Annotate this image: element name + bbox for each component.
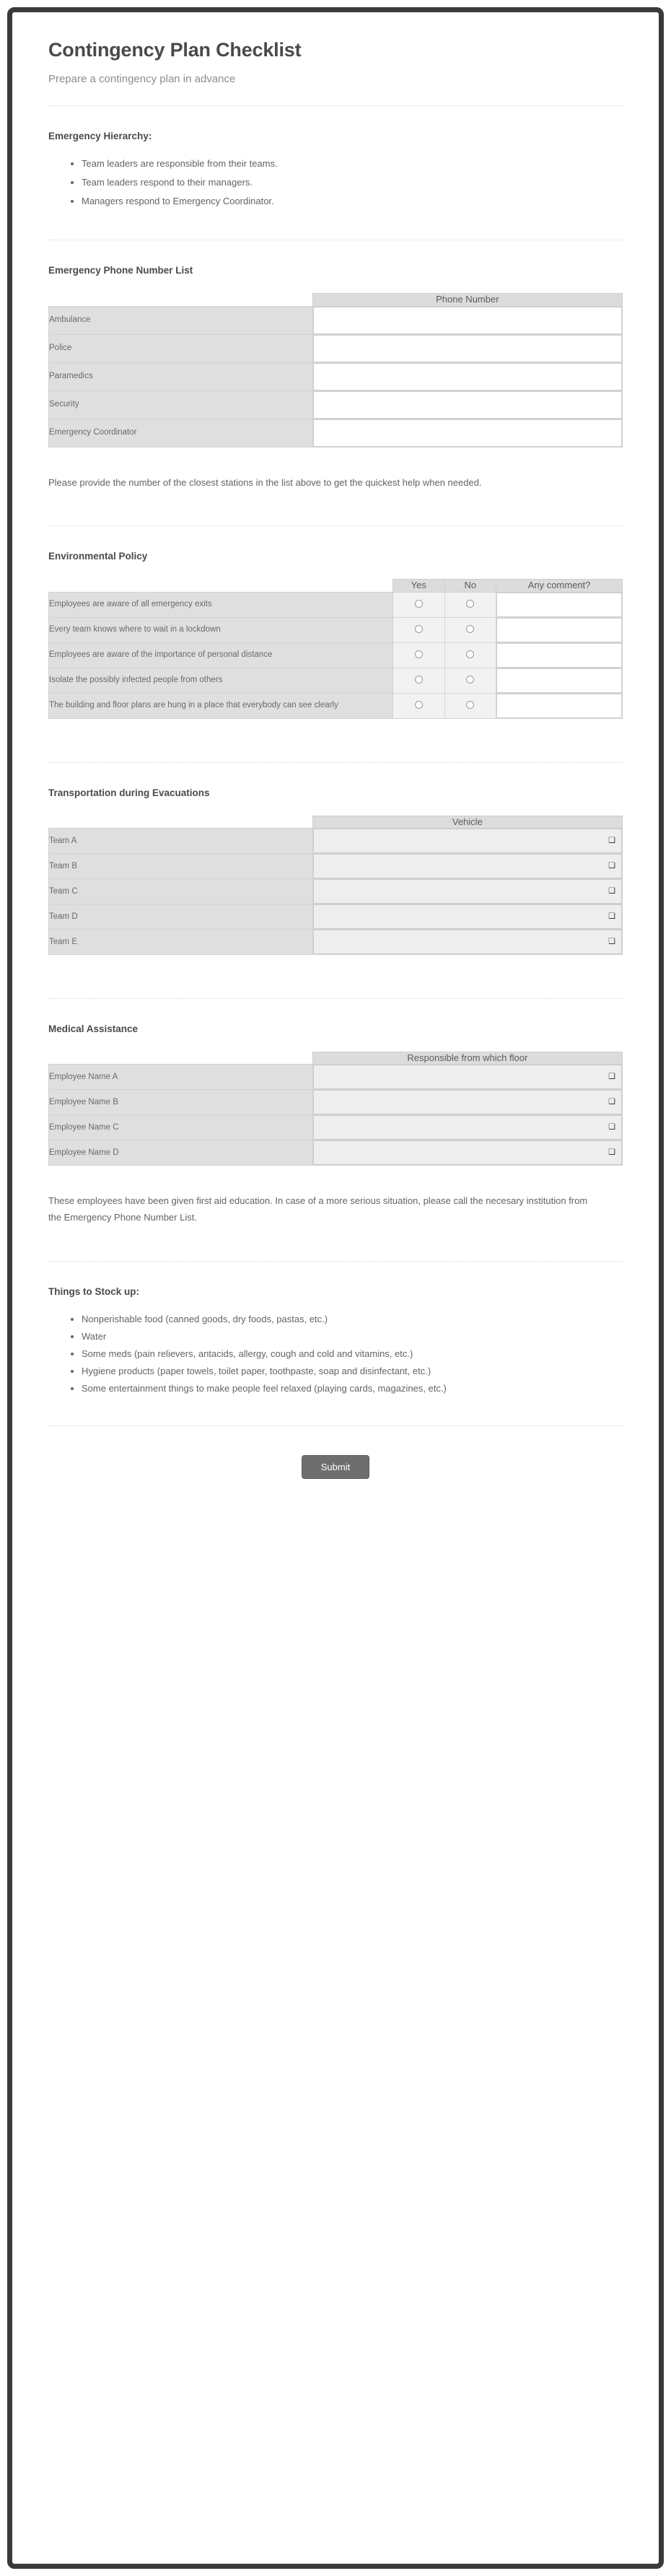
list-item: • Managers respond to Emergency Coordinator. bbox=[82, 196, 623, 206]
medical-note: These employees have been given first aid education. In case of a more serious situation, please call the necesary institution from the Emergency Phone Number List. bbox=[48, 1195, 588, 1223]
corner-cell bbox=[49, 816, 313, 828]
radio-no-personal-distance[interactable] bbox=[466, 650, 474, 658]
spacer bbox=[48, 1226, 623, 1236]
stock-heading: Things to Stock up: bbox=[48, 1285, 139, 1297]
comment-input-floor-plans[interactable] bbox=[496, 694, 622, 718]
row-label-team-b: Team B bbox=[49, 853, 313, 878]
spacer bbox=[48, 719, 623, 738]
phone-list-heading: Emergency Phone Number List bbox=[48, 265, 193, 276]
cell-phone-police bbox=[312, 334, 622, 362]
radio-yes-emergency-exits[interactable] bbox=[415, 600, 423, 608]
floor-select-employee-d[interactable] bbox=[313, 1140, 622, 1165]
cell-vehicle-team-d bbox=[312, 904, 622, 929]
cell-comment-personal-distance bbox=[496, 642, 623, 668]
chevron-down-icon: ❏ bbox=[608, 1122, 615, 1132]
table-row bbox=[49, 853, 623, 878]
row-label-employee-a: Employee Name A bbox=[49, 1065, 313, 1090]
select-wrapper bbox=[313, 1140, 622, 1165]
column-header-yes: Yes bbox=[393, 580, 445, 592]
row-label-ambulance: Ambulance bbox=[49, 306, 313, 334]
select-wrapper bbox=[313, 1090, 622, 1114]
chevron-down-icon: ❏ bbox=[608, 886, 615, 896]
transportation-table bbox=[48, 816, 623, 955]
comment-input-emergency-exits[interactable] bbox=[496, 593, 622, 617]
cell-vehicle-team-a bbox=[312, 828, 622, 853]
row-label-police: Police bbox=[49, 334, 313, 362]
row-label-floor-plans: The building and floor plans are hung in a place that everybody can see clearly bbox=[49, 693, 393, 718]
select-wrapper bbox=[313, 879, 622, 904]
radio-yes-isolate-infected[interactable] bbox=[415, 676, 423, 684]
spacer bbox=[48, 1166, 623, 1193]
cell-phone-ambulance bbox=[312, 306, 622, 334]
table-row bbox=[49, 419, 623, 447]
row-label-emergency-coordinator: Emergency Coordinator bbox=[49, 419, 313, 447]
row-label-team-e: Team E bbox=[49, 929, 313, 954]
radio-no-emergency-exits[interactable] bbox=[466, 600, 474, 608]
column-header-no: No bbox=[444, 580, 496, 592]
chevron-down-icon: ❏ bbox=[608, 836, 615, 845]
page-title: Contingency Plan Checklist bbox=[48, 39, 302, 61]
cell-floor-employee-b bbox=[312, 1090, 622, 1115]
cell-no-lockdown-wait[interactable] bbox=[444, 617, 496, 642]
row-label-employee-d: Employee Name D bbox=[49, 1140, 313, 1166]
corner-cell bbox=[49, 294, 313, 306]
radio-no-isolate-infected[interactable] bbox=[466, 676, 474, 684]
chevron-down-icon: ❏ bbox=[608, 1148, 615, 1157]
spacer bbox=[48, 955, 623, 974]
table-header-row bbox=[49, 1052, 623, 1064]
section-things-to-stock-up bbox=[48, 1262, 623, 1425]
table-row bbox=[49, 878, 623, 904]
chevron-down-icon: ❏ bbox=[608, 937, 615, 946]
floor-select-employee-c[interactable] bbox=[313, 1115, 622, 1140]
cell-comment-lockdown-wait bbox=[496, 617, 623, 642]
row-label-team-a: Team A bbox=[49, 828, 313, 853]
section-environmental-policy bbox=[48, 526, 623, 761]
select-wrapper bbox=[313, 854, 622, 878]
vehicle-select-team-d[interactable] bbox=[313, 904, 622, 929]
list-item: • Water bbox=[82, 1332, 623, 1341]
phone-list-note: Please provide the number of the closest stations in the list above to get the quickest help when needed. bbox=[48, 476, 482, 488]
environmental-policy-heading: Environmental Policy bbox=[48, 551, 148, 562]
cell-no-personal-distance[interactable] bbox=[444, 642, 496, 668]
vehicle-select-team-a[interactable] bbox=[313, 829, 622, 853]
phone-input-paramedics[interactable] bbox=[313, 363, 622, 390]
table-row bbox=[49, 334, 623, 362]
chevron-down-icon: ❏ bbox=[608, 912, 615, 921]
floor-select-employee-a[interactable] bbox=[313, 1065, 622, 1089]
table-header-row bbox=[49, 294, 623, 306]
column-header-responsible-floor: Responsible from which floor bbox=[312, 1052, 622, 1064]
environmental-policy-table bbox=[48, 579, 623, 718]
list-item: • Nonperishable food (canned goods, dry foods, pastas, etc.) bbox=[82, 1314, 623, 1324]
hierarchy-heading: Emergency Hierarchy: bbox=[48, 131, 152, 142]
row-label-lockdown-wait: Every team knows where to wait in a lockdown bbox=[49, 617, 393, 642]
medical-assistance-table bbox=[48, 1052, 623, 1166]
list-item: • Some meds (pain relievers, antacids, allergy, cough and cold and vitamins, etc.) bbox=[82, 1349, 623, 1358]
cell-comment-isolate-infected bbox=[496, 668, 623, 693]
submit-button[interactable]: Submit bbox=[302, 1455, 369, 1479]
row-label-team-d: Team D bbox=[49, 904, 313, 929]
section-transportation bbox=[48, 763, 623, 998]
table-header-row bbox=[49, 816, 623, 828]
select-wrapper bbox=[313, 904, 622, 929]
cell-vehicle-team-e bbox=[312, 929, 622, 954]
cell-floor-employee-d bbox=[312, 1140, 622, 1166]
row-label-personal-distance: Employees are aware of the importance of personal distance bbox=[49, 642, 393, 668]
section-emergency-hierarchy bbox=[48, 106, 623, 240]
cell-phone-paramedics bbox=[312, 362, 622, 390]
table-row bbox=[49, 306, 623, 334]
select-wrapper bbox=[313, 829, 622, 853]
table-row bbox=[49, 362, 623, 390]
table-header-row bbox=[49, 580, 623, 592]
select-wrapper bbox=[313, 1065, 622, 1089]
section-emergency-phone-list bbox=[48, 240, 623, 525]
cell-comment-emergency-exits bbox=[496, 592, 623, 617]
row-label-security: Security bbox=[49, 390, 313, 419]
corner-cell bbox=[49, 1052, 313, 1064]
table-row bbox=[49, 390, 623, 419]
list-item: • Team leaders are responsible from their teams. bbox=[82, 159, 623, 168]
spacer bbox=[48, 447, 623, 475]
table-row bbox=[49, 693, 623, 718]
stock-list bbox=[48, 1314, 623, 1393]
phone-number-table bbox=[48, 293, 623, 447]
row-label-isolate-infected: Isolate the possibly infected people from others bbox=[49, 668, 393, 693]
cell-floor-employee-a bbox=[312, 1065, 622, 1090]
floor-select-employee-b[interactable] bbox=[313, 1090, 622, 1114]
cell-vehicle-team-b bbox=[312, 853, 622, 878]
section-medical-assistance bbox=[48, 999, 623, 1261]
table-row bbox=[49, 617, 623, 642]
list-item: • Team leaders respond to their managers. bbox=[82, 178, 623, 187]
chevron-down-icon: ❏ bbox=[608, 861, 615, 870]
form-page-frame bbox=[7, 7, 664, 2569]
table-row bbox=[49, 1140, 623, 1166]
spacer bbox=[48, 491, 623, 501]
list-item: • Hygiene products (paper towels, toilet paper, toothpaste, soap and disinfectant, etc.) bbox=[82, 1366, 623, 1376]
comment-input-personal-distance[interactable] bbox=[496, 643, 622, 668]
radio-yes-lockdown-wait[interactable] bbox=[415, 625, 423, 633]
column-header-vehicle: Vehicle bbox=[312, 816, 622, 828]
chevron-down-icon: ❏ bbox=[608, 1072, 615, 1081]
vehicle-select-team-e[interactable] bbox=[313, 930, 622, 954]
column-header-phone-number: Phone Number bbox=[312, 294, 622, 306]
corner-cell bbox=[49, 580, 393, 592]
cell-yes-isolate-infected[interactable] bbox=[393, 668, 445, 693]
table-row bbox=[49, 828, 623, 853]
cell-yes-lockdown-wait[interactable] bbox=[393, 617, 445, 642]
table-row bbox=[49, 1090, 623, 1115]
cell-phone-emergency-coordinator bbox=[312, 419, 622, 447]
cell-vehicle-team-c bbox=[312, 878, 622, 904]
phone-input-ambulance[interactable] bbox=[313, 307, 622, 334]
row-label-team-c: Team C bbox=[49, 878, 313, 904]
row-label-employee-b: Employee Name B bbox=[49, 1090, 313, 1115]
row-label-employee-c: Employee Name C bbox=[49, 1115, 313, 1140]
table-row bbox=[49, 929, 623, 954]
table-row bbox=[49, 904, 623, 929]
list-item: • Some entertainment things to make people feel relaxed (playing cards, magazines, etc.) bbox=[82, 1384, 623, 1393]
radio-yes-floor-plans[interactable] bbox=[415, 701, 423, 709]
page-subtitle: Prepare a contingency plan in advance bbox=[48, 73, 236, 86]
column-header-any-comment: Any comment? bbox=[496, 580, 623, 592]
submit-area bbox=[48, 1426, 623, 1501]
table-row bbox=[49, 592, 623, 617]
cell-comment-floor-plans bbox=[496, 693, 623, 718]
cell-floor-employee-c bbox=[312, 1115, 622, 1140]
comment-input-isolate-infected[interactable] bbox=[496, 668, 622, 693]
row-label-paramedics: Paramedics bbox=[49, 362, 313, 390]
cell-yes-emergency-exits[interactable] bbox=[393, 592, 445, 617]
form-body bbox=[12, 12, 659, 1501]
hierarchy-list bbox=[48, 159, 623, 206]
select-wrapper bbox=[313, 930, 622, 954]
chevron-down-icon: ❏ bbox=[608, 1097, 615, 1106]
table-row bbox=[49, 1065, 623, 1090]
radio-yes-personal-distance[interactable] bbox=[415, 650, 423, 658]
phone-input-police[interactable] bbox=[313, 335, 622, 362]
phone-input-security[interactable] bbox=[313, 391, 622, 419]
cell-no-isolate-infected[interactable] bbox=[444, 668, 496, 693]
cell-no-emergency-exits[interactable] bbox=[444, 592, 496, 617]
cell-no-floor-plans[interactable] bbox=[444, 693, 496, 718]
phone-input-emergency-coordinator[interactable] bbox=[313, 419, 622, 447]
cell-phone-security bbox=[312, 390, 622, 419]
cell-yes-floor-plans[interactable] bbox=[393, 693, 445, 718]
select-wrapper bbox=[313, 1115, 622, 1140]
transportation-heading: Transportation during Evacuations bbox=[48, 787, 210, 798]
vehicle-select-team-c[interactable] bbox=[313, 879, 622, 904]
cell-yes-personal-distance[interactable] bbox=[393, 642, 445, 668]
radio-no-lockdown-wait[interactable] bbox=[466, 625, 474, 633]
row-label-emergency-exits: Employees are aware of all emergency exits bbox=[49, 592, 393, 617]
table-row bbox=[49, 1115, 623, 1140]
vehicle-select-team-b[interactable] bbox=[313, 854, 622, 878]
table-row bbox=[49, 642, 623, 668]
medical-heading: Medical Assistance bbox=[48, 1023, 139, 1034]
table-row bbox=[49, 668, 623, 693]
radio-no-floor-plans[interactable] bbox=[466, 701, 474, 709]
comment-input-lockdown-wait[interactable] bbox=[496, 618, 622, 642]
